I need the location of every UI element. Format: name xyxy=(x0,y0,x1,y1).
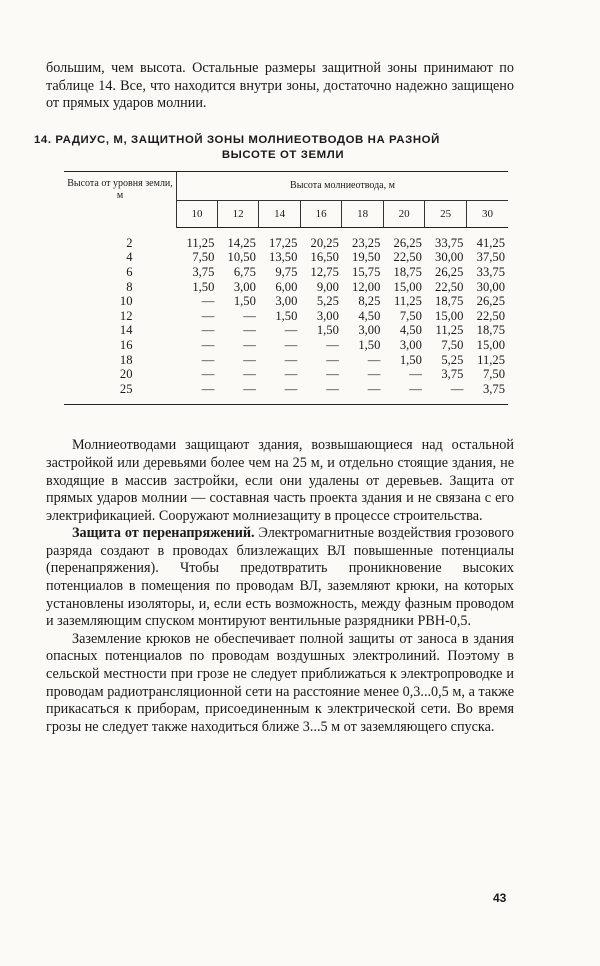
table-row xyxy=(64,227,508,250)
table-cell: — xyxy=(243,308,256,323)
row-height-cell: 25 xyxy=(119,381,133,396)
table-cell: 5,25 xyxy=(316,294,339,309)
row-height-cell: 10 xyxy=(119,294,133,309)
overvoltage-heading: Защита от перенапряжений. xyxy=(72,525,255,542)
page-number: 43 xyxy=(493,891,507,905)
table-row xyxy=(64,382,508,397)
table-cell: 41,25 xyxy=(476,235,505,250)
body-text xyxy=(46,437,514,736)
table-cell: 26,25 xyxy=(476,294,505,309)
table-cell: 3,00 xyxy=(233,279,256,294)
row-header: Высота от уровня земли, м xyxy=(64,172,177,228)
column-header: 20 xyxy=(383,200,425,227)
table-cell: — xyxy=(409,381,422,396)
table-cell: 4,50 xyxy=(358,308,381,323)
table-cell: 3,00 xyxy=(399,337,422,352)
table-cell: 33,75 xyxy=(476,264,505,279)
table-cell: 15,75 xyxy=(352,264,381,279)
intro-paragraph: большим, чем высота. Остальные размеры защитной зоны принимают по таблице 14. Все, что находится внутри зоны, достаточно надежно защищено от прямых ударов молнии. xyxy=(46,60,514,112)
column-header: 30 xyxy=(466,200,508,227)
table-cell: — xyxy=(243,381,256,396)
table-cell: 12,00 xyxy=(352,279,381,294)
table-cell: — xyxy=(284,381,298,396)
table-row xyxy=(64,338,508,353)
table-cell: 7,50 xyxy=(441,337,464,352)
table-cell: 22,50 xyxy=(393,250,422,265)
table-cell: 11,25 xyxy=(186,235,215,250)
table-cell: 22,50 xyxy=(476,308,505,323)
column-header: 14 xyxy=(259,200,301,227)
table-cell: — xyxy=(243,323,256,338)
page-content xyxy=(34,60,515,736)
table-cell: 12,75 xyxy=(310,264,339,279)
row-height-cell: 12 xyxy=(119,308,133,323)
table-row xyxy=(64,309,508,324)
table-cell: 13,50 xyxy=(269,250,298,265)
table-cell: 23,25 xyxy=(352,235,381,250)
table-row xyxy=(64,323,508,338)
table-cell: — xyxy=(326,352,339,367)
table-cell: 15,00 xyxy=(435,308,464,323)
table-cell: 6,00 xyxy=(275,279,298,294)
table-cell: 18,75 xyxy=(393,264,422,279)
row-height-cell: 6 xyxy=(126,264,133,279)
lightning-zone-table xyxy=(64,171,508,406)
table-cell: — xyxy=(326,367,339,382)
table-caption-line1: 14. РАДИУС, М, ЗАЩИТНОЙ ЗОНЫ МОЛНИЕОТВОДОВ НА РАЗНОЙ xyxy=(34,133,440,146)
table-cell: — xyxy=(409,367,422,382)
table-cell: — xyxy=(284,323,298,338)
table-cell: — xyxy=(201,381,215,396)
table-cell: — xyxy=(201,294,215,309)
table-cell: 3,00 xyxy=(316,308,339,323)
column-header: 10 xyxy=(177,200,218,227)
table-cell: 9,75 xyxy=(275,264,298,279)
table-row xyxy=(64,280,508,295)
table-cell: 6,75 xyxy=(233,264,256,279)
table-cell: — xyxy=(201,337,215,352)
row-height-cell: 18 xyxy=(119,352,133,367)
column-group-header: Высота молниеотвода, м xyxy=(177,172,509,201)
table-cell: 7,50 xyxy=(482,367,505,382)
table-cell: 10,50 xyxy=(227,250,256,265)
table-cell: — xyxy=(284,352,298,367)
table-cell: — xyxy=(201,323,215,338)
table-cell: 4,50 xyxy=(399,323,422,338)
overvoltage-text: Электромагнитные воздействия грозового разряда создают в проводах близлежащих ВЛ повышенные потенциалы (перенапряжения). Чтобы предотвратить проникновение высоких потенциалов в помещения по проводам ВЛ, заземляют крюки, на которых установлены изоляторы, и, если есть возможность, между фазным проводом и заземляющим спуском монтируют вентильные разрядники РВН-0,5. xyxy=(46,525,515,630)
paragraph-grounding: Заземление крюков не обеспечивает полной защиты от заноса в здания опасных потенциалов по проводам воздушных электролиний. Поэтому в сельской местности при грозе не следует приближаться к электропроводке и проводам радиотрансляционной сети на расстояние менее 0,3...0,5 м, а также прикасаться к приборам, присоединенным к электрической сети. Во время грозы не следует также находиться ближе 3...5 м от заземляющего спуска. xyxy=(46,630,514,735)
table-cell: 3,75 xyxy=(482,381,505,396)
table-cell: 19,50 xyxy=(352,250,381,265)
row-height-cell: 4 xyxy=(126,250,133,265)
column-header: 18 xyxy=(342,200,384,227)
table-cell: 3,00 xyxy=(358,323,381,338)
table-caption xyxy=(34,133,514,163)
table-cell: 9,00 xyxy=(316,279,339,294)
table-cell: 3,00 xyxy=(275,294,298,309)
table-cell: 15,00 xyxy=(476,337,505,352)
data-table xyxy=(64,172,508,397)
table-cell: 8,25 xyxy=(358,294,381,309)
table-cell: — xyxy=(326,337,339,352)
table-cell: — xyxy=(367,352,381,367)
table-cell: — xyxy=(450,381,464,396)
table-cell: 1,50 xyxy=(316,323,339,338)
table-cell: — xyxy=(284,337,298,352)
table-row xyxy=(64,265,508,280)
table-cell: 30,00 xyxy=(435,250,464,265)
row-height-cell: 2 xyxy=(126,235,133,250)
table-cell: — xyxy=(326,381,339,396)
table-cell: 14,25 xyxy=(227,235,256,250)
table-cell: — xyxy=(201,367,215,382)
table-cell: 7,50 xyxy=(399,308,422,323)
table-cell: — xyxy=(243,367,256,382)
table-cell: 15,00 xyxy=(393,279,422,294)
table-cell: 3,75 xyxy=(192,264,215,279)
table-cell: 22,50 xyxy=(435,279,464,294)
table-row xyxy=(64,367,508,382)
column-header: 25 xyxy=(425,200,467,227)
table-cell: 17,25 xyxy=(269,235,298,250)
table-cell: 11,25 xyxy=(394,294,422,309)
row-height-cell: 14 xyxy=(119,323,133,338)
table-bottom-rule xyxy=(64,404,508,405)
table-cell: 1,50 xyxy=(233,294,256,309)
table-cell: — xyxy=(201,308,215,323)
row-height-cell: 20 xyxy=(119,367,133,382)
row-height-cell: 8 xyxy=(126,279,133,294)
table-cell: 30,00 xyxy=(476,279,505,294)
table-cell: — xyxy=(367,367,381,382)
table-cell: 18,75 xyxy=(476,323,505,338)
table-caption-line2: ВЫСОТЕ ОТ ЗЕМЛИ xyxy=(221,148,345,161)
table-cell: 1,50 xyxy=(358,337,381,352)
table-cell: — xyxy=(243,337,256,352)
paragraph-overvoltage xyxy=(46,525,514,631)
table-cell: 26,25 xyxy=(393,235,422,250)
table-cell: 20,25 xyxy=(310,235,339,250)
table-cell: 7,50 xyxy=(192,250,215,265)
table-cell: 11,25 xyxy=(477,352,505,367)
table-cell: 33,75 xyxy=(435,235,464,250)
table-cell: — xyxy=(243,352,256,367)
table-cell: 3,75 xyxy=(441,367,464,382)
table-row xyxy=(64,294,508,309)
table-cell: 18,75 xyxy=(435,294,464,309)
paragraph-buildings: Молниеотводами защищают здания, возвышающиеся над остальной застройкой или деревьями более чем на 25 м, и отдельно стоящие здания, не входящие в массив застройки, если они удалены от деревьев. Защита от прямых ударов молнии — составная часть проекта здания и не связана с его электрификацией. Сооружают молниезащиту в процессе строительства. xyxy=(46,437,514,524)
table-cell: — xyxy=(367,381,381,396)
table-cell: — xyxy=(284,367,298,382)
table-cell: 11,25 xyxy=(435,323,464,338)
table-cell: 16,50 xyxy=(310,250,339,265)
table-cell: — xyxy=(201,352,215,367)
row-height-cell: 16 xyxy=(119,337,133,352)
table-cell: 1,50 xyxy=(192,279,215,294)
table-cell: 5,25 xyxy=(441,352,464,367)
column-header: 16 xyxy=(300,200,342,227)
table-cell: 1,50 xyxy=(399,352,422,367)
table-cell: 37,50 xyxy=(476,250,505,265)
table-cell: 1,50 xyxy=(275,308,298,323)
table-row xyxy=(64,353,508,368)
table-row xyxy=(64,250,508,265)
column-header: 12 xyxy=(217,200,259,227)
table-cell: 26,25 xyxy=(435,264,464,279)
